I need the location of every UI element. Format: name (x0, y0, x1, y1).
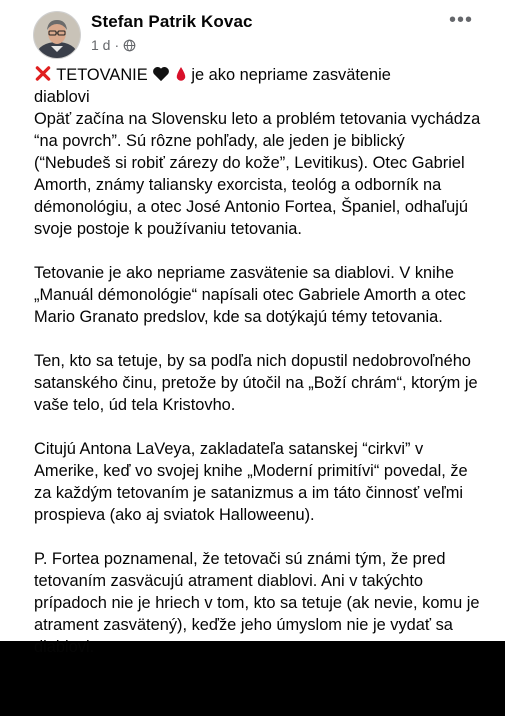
cross-mark-icon (34, 65, 52, 82)
blood-drop-icon (175, 66, 187, 83)
paragraph-4: Citujú Antona LaVeya, zakladateľa satanskej “cirkvi” v Amerike, keď vo svojej knihe „Moderní primitívi“ povedal, že za každým tetovaním je satanizmus a im táto činnosť veľmi prospieva (ako aj sviatok Halloweenu). (34, 440, 468, 524)
author-name[interactable]: Stefan Patrik Kovac (91, 12, 253, 31)
title-rest: je ako nepriame zasvätenie (191, 66, 391, 84)
paragraph-3: Ten, kto sa tetuje, by sa podľa nich dopustil nedobrovoľného satanského činu, pretože by útočil na „Boží chrám“, ktorým je vaše telo, úd tela Kristovho. (34, 352, 478, 414)
paragraph-1: Opäť začína na Slovensku leto a problém tetovania vychádza “na povrch”. Sú rôzne pohľady, ale jeden je biblický (“Nebudeš si robiť zárezy do kože”, Levitikus). Otec Gabriel Amorth, známy taliansky exorcista, teológ a odborník na démonológiu, a otec José Antonio Fortea, Španiel, odhaľujú svoje postoje k používaniu tetovania. (34, 110, 481, 238)
post-meta (91, 37, 136, 53)
post-time[interactable]: 1 d (91, 37, 111, 53)
more-options-icon[interactable]: ••• (448, 9, 473, 31)
globe-icon[interactable] (123, 39, 136, 52)
avatar-photo-icon (34, 12, 80, 58)
title-line2: diablovi (34, 88, 90, 106)
paragraph-5: P. Fortea poznamenal, že tetovači sú známi tým, že pred tetovaním zasväcujú atrament diablovi. Ani v takýchto prípadoch nie je hriech v tom, kto sa tetuje (ak nevie, komu je atrament zasvätený), keďže jeho úmyslom nie je vydať sa diablovi. (34, 550, 480, 656)
post-body (34, 64, 482, 680)
title-word: TETOVANIE (56, 66, 148, 84)
avatar[interactable] (33, 11, 81, 59)
paragraph-2: Tetovanie je ako nepriame zasvätenie sa diablovi. V knihe „Manuál démonológie“ napísali otec Gabriele Amorth a otec Mario Granato predslov, kde sa dotýkajú témy tetovania. (34, 264, 466, 326)
meta-separator: · (114, 37, 120, 53)
post-title (34, 64, 482, 240)
black-heart-icon (152, 66, 170, 82)
